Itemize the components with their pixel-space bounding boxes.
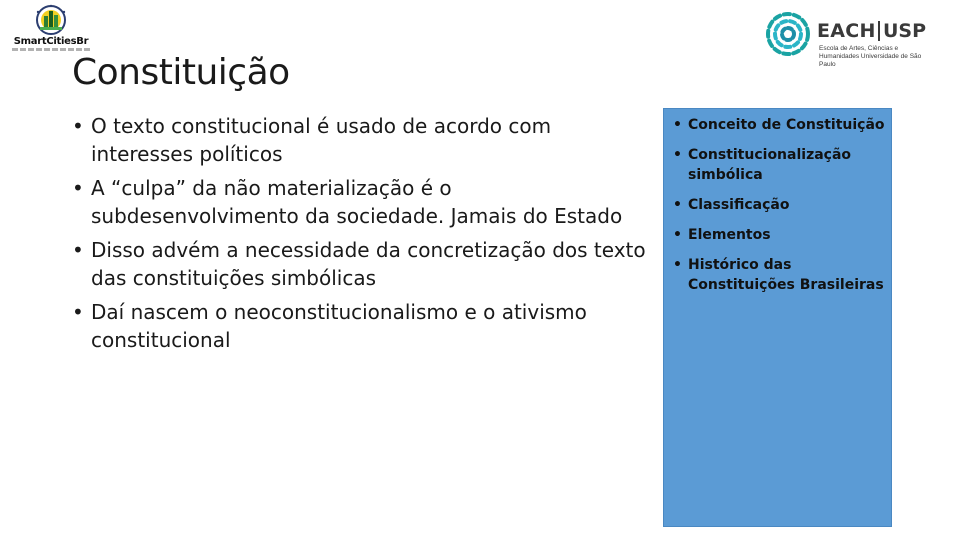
topic-text: Classificação	[688, 197, 790, 213]
bullet-marker: •	[673, 147, 682, 163]
topic-item	[670, 145, 885, 185]
bullet-text: Daí nascem o neoconstitucionalismo e o ativismo constitucional	[91, 300, 587, 352]
topic-text: Elementos	[688, 227, 771, 243]
bullet-marker: •	[673, 117, 682, 133]
smartcitiesbr-logo	[10, 4, 92, 52]
topic-text: Histórico das Constituições Brasileiras	[688, 257, 884, 293]
logo-tagline-decoration	[12, 48, 92, 51]
topic-item	[670, 225, 885, 245]
main-bullet-item	[72, 112, 657, 168]
topics-list	[670, 115, 885, 305]
bullet-marker: •	[673, 197, 682, 213]
logo-divider	[878, 21, 880, 41]
topic-item	[670, 255, 885, 295]
slide-title: Constituição	[72, 52, 290, 93]
topic-text: Constitucionalização simbólica	[688, 147, 852, 183]
bullet-marker: •	[673, 227, 682, 243]
topic-item	[670, 195, 885, 215]
bullet-text: O texto constitucional é usado de acordo com interesses políticos	[91, 114, 552, 166]
bullet-marker: •	[72, 238, 84, 262]
smartcitiesbr-wordmark: SmartCitiesBr	[13, 36, 89, 47]
bullet-text: Disso advém a necessidade da concretização dos texto das constituições simbólicas	[91, 238, 646, 290]
main-bullet-item	[72, 174, 657, 230]
bullet-text: A “culpa” da não materialização é o subdesenvolvimento da sociedade. Jamais do Estado	[91, 176, 623, 228]
topic-item	[670, 115, 885, 135]
bullet-marker: •	[72, 114, 84, 138]
bullet-marker: •	[72, 300, 84, 324]
main-bullet-item	[72, 298, 657, 354]
main-bullet-list	[72, 112, 657, 360]
each-ring-icon	[762, 8, 814, 60]
usp-wordmark: USP	[883, 20, 927, 42]
each-subtitle: Escola de Artes, Ciências e Humanidades Universidade de São Paulo	[819, 45, 922, 68]
city-skyline-icon	[32, 4, 70, 36]
main-bullet-item	[72, 236, 657, 292]
bullet-marker: •	[673, 257, 682, 273]
bullet-marker: •	[72, 176, 84, 200]
each-usp-logo	[762, 6, 932, 68]
each-wordmark: EACH	[817, 20, 876, 42]
topic-text: Conceito de Constituição	[688, 117, 885, 133]
